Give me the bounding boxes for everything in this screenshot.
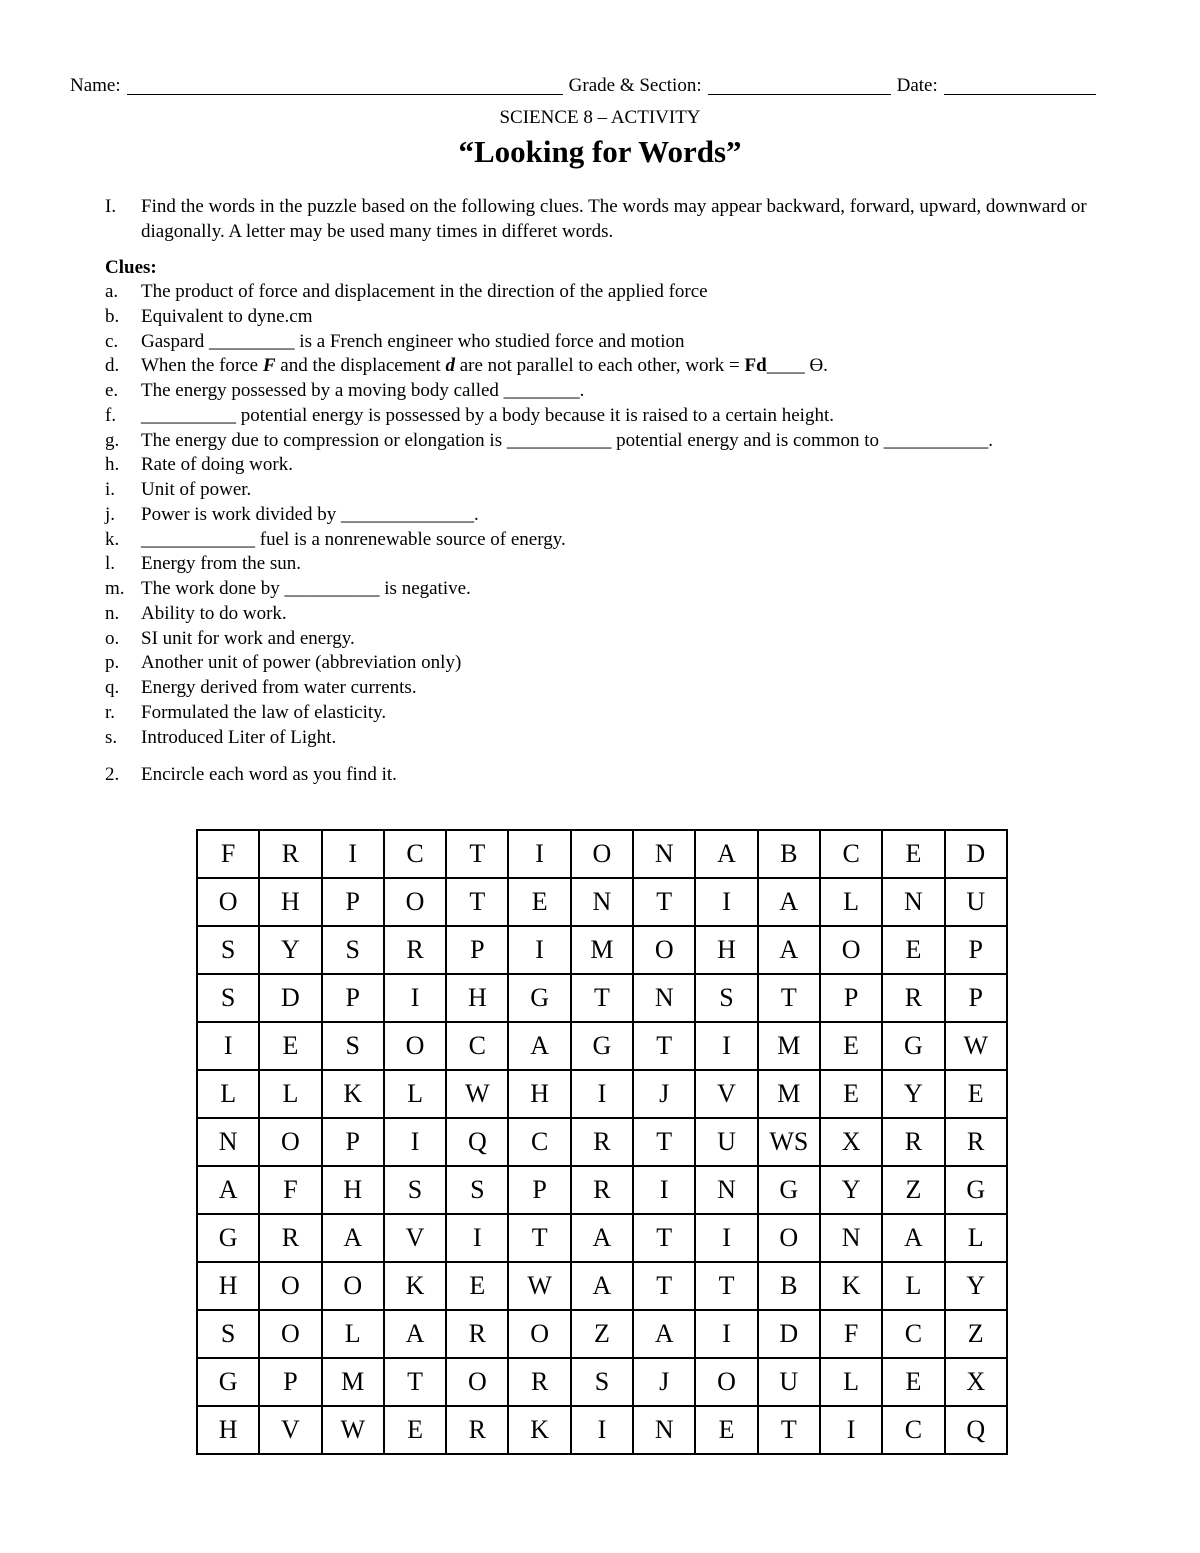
grid-cell[interactable]: S	[322, 1022, 384, 1070]
grid-cell[interactable]: T	[508, 1214, 570, 1262]
clue-text: Energy from the sun.	[141, 553, 302, 575]
clue-letter: a.	[105, 281, 119, 302]
grid-cell[interactable]: J	[633, 1070, 695, 1118]
clue-text: __________ potential energy is possessed by a body because it is raised to a certain height.	[141, 404, 834, 426]
grid-cell[interactable]: Y	[882, 1070, 944, 1118]
clue-list	[105, 280, 1135, 750]
grid-cell[interactable]: E	[384, 1406, 446, 1454]
grid-cell[interactable]: X	[945, 1358, 1007, 1406]
grid-cell[interactable]: M	[758, 1070, 820, 1118]
grid-cell[interactable]: P	[508, 1166, 570, 1214]
grid-cell[interactable]: R	[508, 1358, 570, 1406]
grid-cell[interactable]: O	[197, 878, 259, 926]
grid-cell[interactable]: J	[633, 1358, 695, 1406]
grid-cell[interactable]: T	[384, 1358, 446, 1406]
clue-text: Rate of doing work.	[141, 454, 293, 476]
grid-cell[interactable]: D	[945, 830, 1007, 878]
grid-cell[interactable]: Y	[259, 926, 321, 974]
grid-cell[interactable]: R	[571, 1166, 633, 1214]
clue-text: Ability to do work.	[141, 602, 287, 624]
grid-cell[interactable]: T	[446, 830, 508, 878]
grid-cell[interactable]: M	[758, 1022, 820, 1070]
grid-cell[interactable]: G	[197, 1358, 259, 1406]
grid-cell[interactable]: K	[508, 1406, 570, 1454]
clue-text: Equivalent to dyne.cm	[141, 305, 313, 327]
grid-cell[interactable]: N	[882, 878, 944, 926]
grid-cell[interactable]: P	[446, 926, 508, 974]
clue-item	[105, 354, 1135, 379]
clue-text: Power is work divided by ______________.	[141, 503, 479, 525]
clue-letter: b.	[105, 305, 120, 327]
grid-cell[interactable]: I	[571, 1070, 633, 1118]
grid-cell[interactable]: C	[882, 1310, 944, 1358]
grid-cell[interactable]: L	[322, 1310, 384, 1358]
grid-cell[interactable]: S	[446, 1166, 508, 1214]
grid-cell[interactable]: T	[633, 878, 695, 926]
clue-text: Another unit of power (abbreviation only)	[141, 652, 462, 674]
grid-row	[197, 1310, 1007, 1358]
grid-row	[197, 1262, 1007, 1310]
instruction-text: Encircle each word as you find it.	[141, 764, 397, 785]
grid-cell[interactable]: Z	[571, 1310, 633, 1358]
clue-letter: k.	[105, 528, 120, 550]
grid-cell[interactable]: G	[758, 1166, 820, 1214]
grid-cell[interactable]: A	[571, 1214, 633, 1262]
clue-letter: j.	[105, 503, 116, 525]
clue-letter: o.	[105, 627, 120, 649]
grid-cell[interactable]: P	[259, 1358, 321, 1406]
grid-cell[interactable]: U	[945, 878, 1007, 926]
clue-item	[105, 627, 1135, 652]
clue-text: The energy due to compression or elongation is ___________ potential energy and is common to ___________.	[141, 429, 994, 451]
grid-cell[interactable]: S	[695, 974, 757, 1022]
grid-row	[197, 1214, 1007, 1262]
clue-item	[105, 676, 1135, 701]
grid-cell[interactable]: T	[571, 974, 633, 1022]
grid-cell[interactable]: C	[446, 1022, 508, 1070]
grid-cell[interactable]: A	[571, 1262, 633, 1310]
grid-cell[interactable]: O	[259, 1118, 321, 1166]
grid-cell[interactable]: D	[758, 1310, 820, 1358]
grid-row	[197, 1118, 1007, 1166]
grid-cell[interactable]: A	[758, 878, 820, 926]
clue-text-part: ____ Ө.	[766, 355, 828, 377]
clue-item	[105, 503, 1135, 528]
clue-item	[105, 651, 1135, 676]
grid-cell[interactable]: N	[633, 1406, 695, 1454]
clue-text: ____________ fuel is a nonrenewable source of energy.	[141, 528, 566, 550]
grid-cell[interactable]: H	[322, 1166, 384, 1214]
grid-cell[interactable]: A	[508, 1022, 570, 1070]
grid-cell[interactable]: N	[197, 1118, 259, 1166]
clue-letter: p.	[105, 652, 120, 674]
grid-cell[interactable]: I	[508, 926, 570, 974]
clue-letter: e.	[105, 380, 119, 401]
grid-cell[interactable]: N	[571, 878, 633, 926]
grid-cell[interactable]: A	[322, 1214, 384, 1262]
grid-cell[interactable]: K	[820, 1262, 882, 1310]
clue-text: SI unit for work and energy.	[141, 627, 355, 649]
grid-cell[interactable]: F	[820, 1310, 882, 1358]
clue-item	[105, 701, 1135, 726]
grid-cell[interactable]: O	[259, 1262, 321, 1310]
clue-item	[105, 478, 1135, 503]
instruction-2	[105, 762, 1135, 787]
grid-cell[interactable]: S	[384, 1166, 446, 1214]
grid-cell[interactable]: U	[695, 1118, 757, 1166]
grid-cell[interactable]: O	[259, 1310, 321, 1358]
grid-cell[interactable]: V	[259, 1406, 321, 1454]
grid-cell[interactable]: G	[197, 1214, 259, 1262]
clue-text-part: F	[262, 355, 276, 377]
grid-cell[interactable]: E	[695, 1406, 757, 1454]
grid-cell[interactable]: S	[197, 926, 259, 974]
grid-cell[interactable]: S	[322, 926, 384, 974]
grid-cell[interactable]: V	[384, 1214, 446, 1262]
clue-letter: m.	[105, 578, 125, 599]
grid-cell[interactable]: O	[695, 1358, 757, 1406]
grid-cell[interactable]: D	[259, 974, 321, 1022]
grid-cell[interactable]: E	[882, 926, 944, 974]
grid-cell[interactable]: A	[758, 926, 820, 974]
grid-cell[interactable]: I	[197, 1022, 259, 1070]
grid-cell[interactable]: O	[384, 878, 446, 926]
clue-text: Introduced Liter of Light.	[141, 726, 337, 748]
clue-text-part: When the force	[141, 355, 263, 377]
clue-item	[105, 280, 1135, 305]
grid-cell[interactable]: O	[820, 926, 882, 974]
clue-text: The product of force and displacement in the direction of the applied force	[141, 281, 708, 302]
grid-cell[interactable]: E	[446, 1262, 508, 1310]
grid-cell[interactable]: O	[384, 1022, 446, 1070]
word-search-table	[196, 829, 1008, 1455]
instruction-text: Find the words in the puzzle based on the following clues. The words may appear backward, forward, upward, downward or diagonally. A letter may be used many times in differet words.	[141, 196, 1087, 242]
clue-item	[105, 379, 1135, 404]
grid-cell[interactable]: T	[758, 974, 820, 1022]
grid-cell[interactable]: G	[945, 1166, 1007, 1214]
grid-cell[interactable]: G	[571, 1022, 633, 1070]
date-label: Date:	[896, 75, 938, 96]
activity-subtitle: SCIENCE 8 – ACTIVITY	[499, 107, 701, 128]
grid-cell[interactable]: R	[446, 1406, 508, 1454]
grid-row	[197, 1070, 1007, 1118]
clue-item	[105, 602, 1135, 627]
clues-heading: Clues:	[105, 257, 157, 278]
grid-cell[interactable]: L	[820, 1358, 882, 1406]
grid-cell[interactable]: T	[446, 878, 508, 926]
instruction-number: I.	[105, 196, 117, 217]
grid-cell[interactable]: P	[820, 974, 882, 1022]
clue-letter: l.	[105, 553, 116, 575]
grid-cell[interactable]: L	[882, 1262, 944, 1310]
grid-cell[interactable]: P	[322, 1118, 384, 1166]
grid-cell[interactable]: Y	[820, 1166, 882, 1214]
grid-cell[interactable]: C	[508, 1118, 570, 1166]
grid-cell[interactable]: O	[322, 1262, 384, 1310]
grid-cell[interactable]: S	[571, 1358, 633, 1406]
grid-cell[interactable]: R	[882, 1118, 944, 1166]
word-search-grid	[196, 829, 1006, 1453]
grid-cell[interactable]: T	[695, 1262, 757, 1310]
grid-cell[interactable]: G	[508, 974, 570, 1022]
clue-item	[105, 453, 1135, 478]
grid-cell[interactable]: O	[633, 926, 695, 974]
grid-cell[interactable]: I	[571, 1406, 633, 1454]
grid-cell[interactable]: N	[820, 1214, 882, 1262]
clue-item	[105, 528, 1135, 553]
grid-cell[interactable]: I	[695, 1214, 757, 1262]
grid-cell[interactable]: L	[197, 1070, 259, 1118]
grid-cell[interactable]: R	[882, 974, 944, 1022]
grid-row	[197, 926, 1007, 974]
grid-cell[interactable]: G	[882, 1022, 944, 1070]
grid-cell[interactable]: T	[633, 1022, 695, 1070]
grid-cell[interactable]: I	[695, 878, 757, 926]
grid-cell[interactable]: U	[758, 1358, 820, 1406]
grid-cell[interactable]: I	[322, 830, 384, 878]
grid-cell[interactable]: T	[633, 1262, 695, 1310]
grid-cell[interactable]: V	[695, 1070, 757, 1118]
grid-cell[interactable]: L	[384, 1070, 446, 1118]
grid-cell[interactable]: W	[322, 1406, 384, 1454]
grid-cell[interactable]: W	[508, 1262, 570, 1310]
clue-letter: n.	[105, 602, 120, 624]
student-info-line	[70, 72, 1132, 98]
grid-cell[interactable]: Q	[446, 1118, 508, 1166]
grid-cell[interactable]: I	[633, 1166, 695, 1214]
grid-cell[interactable]: K	[322, 1070, 384, 1118]
name-blank[interactable]	[127, 76, 563, 95]
grid-cell[interactable]: C	[384, 830, 446, 878]
clue-item	[105, 552, 1135, 577]
grid-cell[interactable]: A	[882, 1214, 944, 1262]
grid-row	[197, 878, 1007, 926]
grid-cell[interactable]: N	[633, 974, 695, 1022]
grid-cell[interactable]: R	[571, 1118, 633, 1166]
grid-cell[interactable]: C	[882, 1406, 944, 1454]
clue-letter: i.	[105, 479, 116, 500]
grid-cell[interactable]: I	[446, 1214, 508, 1262]
clue-text	[141, 354, 828, 378]
grid-cell[interactable]: E	[820, 1022, 882, 1070]
grid-cell[interactable]: F	[197, 830, 259, 878]
clue-letter: d.	[105, 355, 120, 377]
grid-cell[interactable]: Z	[945, 1310, 1007, 1358]
grid-cell[interactable]: P	[322, 974, 384, 1022]
grid-cell[interactable]: M	[322, 1358, 384, 1406]
clue-letter: g.	[105, 429, 120, 451]
grid-cell[interactable]: N	[695, 1166, 757, 1214]
grid-row	[197, 1358, 1007, 1406]
grid-cell[interactable]: I	[695, 1310, 757, 1358]
grid-cell[interactable]: E	[882, 830, 944, 878]
grid-cell[interactable]: I	[508, 830, 570, 878]
clue-item	[105, 404, 1135, 429]
grid-cell[interactable]: W	[945, 1022, 1007, 1070]
clue-item	[105, 429, 1135, 454]
clue-text-part: and the displacement	[275, 355, 446, 377]
grid-cell[interactable]: Q	[945, 1406, 1007, 1454]
grid-cell[interactable]: P	[945, 926, 1007, 974]
clue-text: The energy possessed by a moving body called ________.	[141, 380, 585, 401]
clue-item	[105, 305, 1135, 330]
grid-cell[interactable]: L	[945, 1214, 1007, 1262]
clue-text-part: are not parallel to each other, work =	[454, 355, 745, 377]
grid-cell[interactable]: R	[446, 1310, 508, 1358]
grid-cell[interactable]: O	[571, 830, 633, 878]
grid-cell[interactable]: T	[758, 1406, 820, 1454]
grid-cell[interactable]: Y	[945, 1262, 1007, 1310]
grid-cell[interactable]: I	[695, 1022, 757, 1070]
clue-text-part: Fd	[744, 355, 767, 377]
grid-cell[interactable]: H	[197, 1262, 259, 1310]
grid-row	[197, 830, 1007, 878]
grid-cell[interactable]: S	[197, 1310, 259, 1358]
grid-cell[interactable]: R	[945, 1118, 1007, 1166]
grid-cell[interactable]: A	[633, 1310, 695, 1358]
grid-cell[interactable]: I	[384, 1118, 446, 1166]
clue-letter: q.	[105, 677, 120, 698]
grid-cell[interactable]: B	[758, 1262, 820, 1310]
instruction-number: 2.	[105, 764, 120, 785]
grid-cell[interactable]: WS	[758, 1118, 820, 1166]
grid-cell[interactable]: I	[820, 1406, 882, 1454]
grid-cell[interactable]: R	[259, 1214, 321, 1262]
grid-cell[interactable]: B	[758, 830, 820, 878]
grid-cell[interactable]: E	[882, 1358, 944, 1406]
grid-row	[197, 1406, 1007, 1454]
clue-text: Unit of power.	[141, 479, 252, 500]
grid-row	[197, 1022, 1007, 1070]
grid-cell[interactable]: E	[508, 878, 570, 926]
grid-cell[interactable]: N	[633, 830, 695, 878]
grid-cell[interactable]: A	[695, 830, 757, 878]
clue-text: Gaspard _________ is a French engineer who studied force and motion	[141, 330, 685, 352]
clue-letter: s.	[105, 726, 118, 748]
grid-row	[197, 974, 1007, 1022]
grid-cell[interactable]: C	[820, 830, 882, 878]
grid-cell[interactable]: P	[945, 974, 1007, 1022]
grid-cell[interactable]: X	[820, 1118, 882, 1166]
clue-text: The work done by __________ is negative.	[141, 578, 471, 599]
grid-cell[interactable]: E	[820, 1070, 882, 1118]
date-blank[interactable]	[944, 76, 1096, 95]
grid-cell[interactable]: R	[259, 830, 321, 878]
grid-cell[interactable]: O	[446, 1358, 508, 1406]
grid-cell[interactable]: W	[446, 1070, 508, 1118]
clue-letter: r.	[105, 701, 116, 723]
grid-cell[interactable]: H	[197, 1406, 259, 1454]
grid-cell[interactable]: A	[384, 1310, 446, 1358]
grid-cell[interactable]: O	[508, 1310, 570, 1358]
grid-cell[interactable]: E	[259, 1022, 321, 1070]
grid-cell[interactable]: L	[820, 878, 882, 926]
name-label: Name:	[70, 75, 121, 96]
grid-cell[interactable]: T	[633, 1118, 695, 1166]
clue-text: Formulated the law of elasticity.	[141, 701, 387, 723]
grid-cell[interactable]: I	[384, 974, 446, 1022]
grid-cell[interactable]: F	[259, 1166, 321, 1214]
grade-section-blank[interactable]	[708, 76, 891, 95]
clue-item	[105, 726, 1135, 751]
activity-title: “Looking for Words”	[458, 134, 742, 169]
clue-text-part: d	[445, 355, 455, 377]
grid-cell[interactable]: S	[197, 974, 259, 1022]
clue-text: Energy derived from water currents.	[141, 677, 417, 698]
grid-cell[interactable]: H	[259, 878, 321, 926]
grid-cell[interactable]: T	[633, 1214, 695, 1262]
grid-cell[interactable]: H	[508, 1070, 570, 1118]
grid-row	[197, 1166, 1007, 1214]
clue-letter: f.	[105, 404, 117, 426]
clue-letter: c.	[105, 330, 119, 352]
grid-cell[interactable]: O	[758, 1214, 820, 1262]
clue-item	[105, 577, 1135, 602]
instruction-1	[105, 194, 1135, 244]
grid-cell[interactable]: H	[446, 974, 508, 1022]
grid-cell[interactable]: P	[322, 878, 384, 926]
grid-cell[interactable]: A	[197, 1166, 259, 1214]
grid-cell[interactable]: M	[571, 926, 633, 974]
grid-cell[interactable]: R	[384, 926, 446, 974]
grade-section-label: Grade & Section:	[568, 75, 702, 96]
grid-cell[interactable]: K	[384, 1262, 446, 1310]
clue-letter: h.	[105, 454, 120, 476]
grid-cell[interactable]: Z	[882, 1166, 944, 1214]
grid-cell[interactable]: L	[259, 1070, 321, 1118]
grid-cell[interactable]: E	[945, 1070, 1007, 1118]
grid-cell[interactable]: H	[695, 926, 757, 974]
clue-item	[105, 330, 1135, 355]
